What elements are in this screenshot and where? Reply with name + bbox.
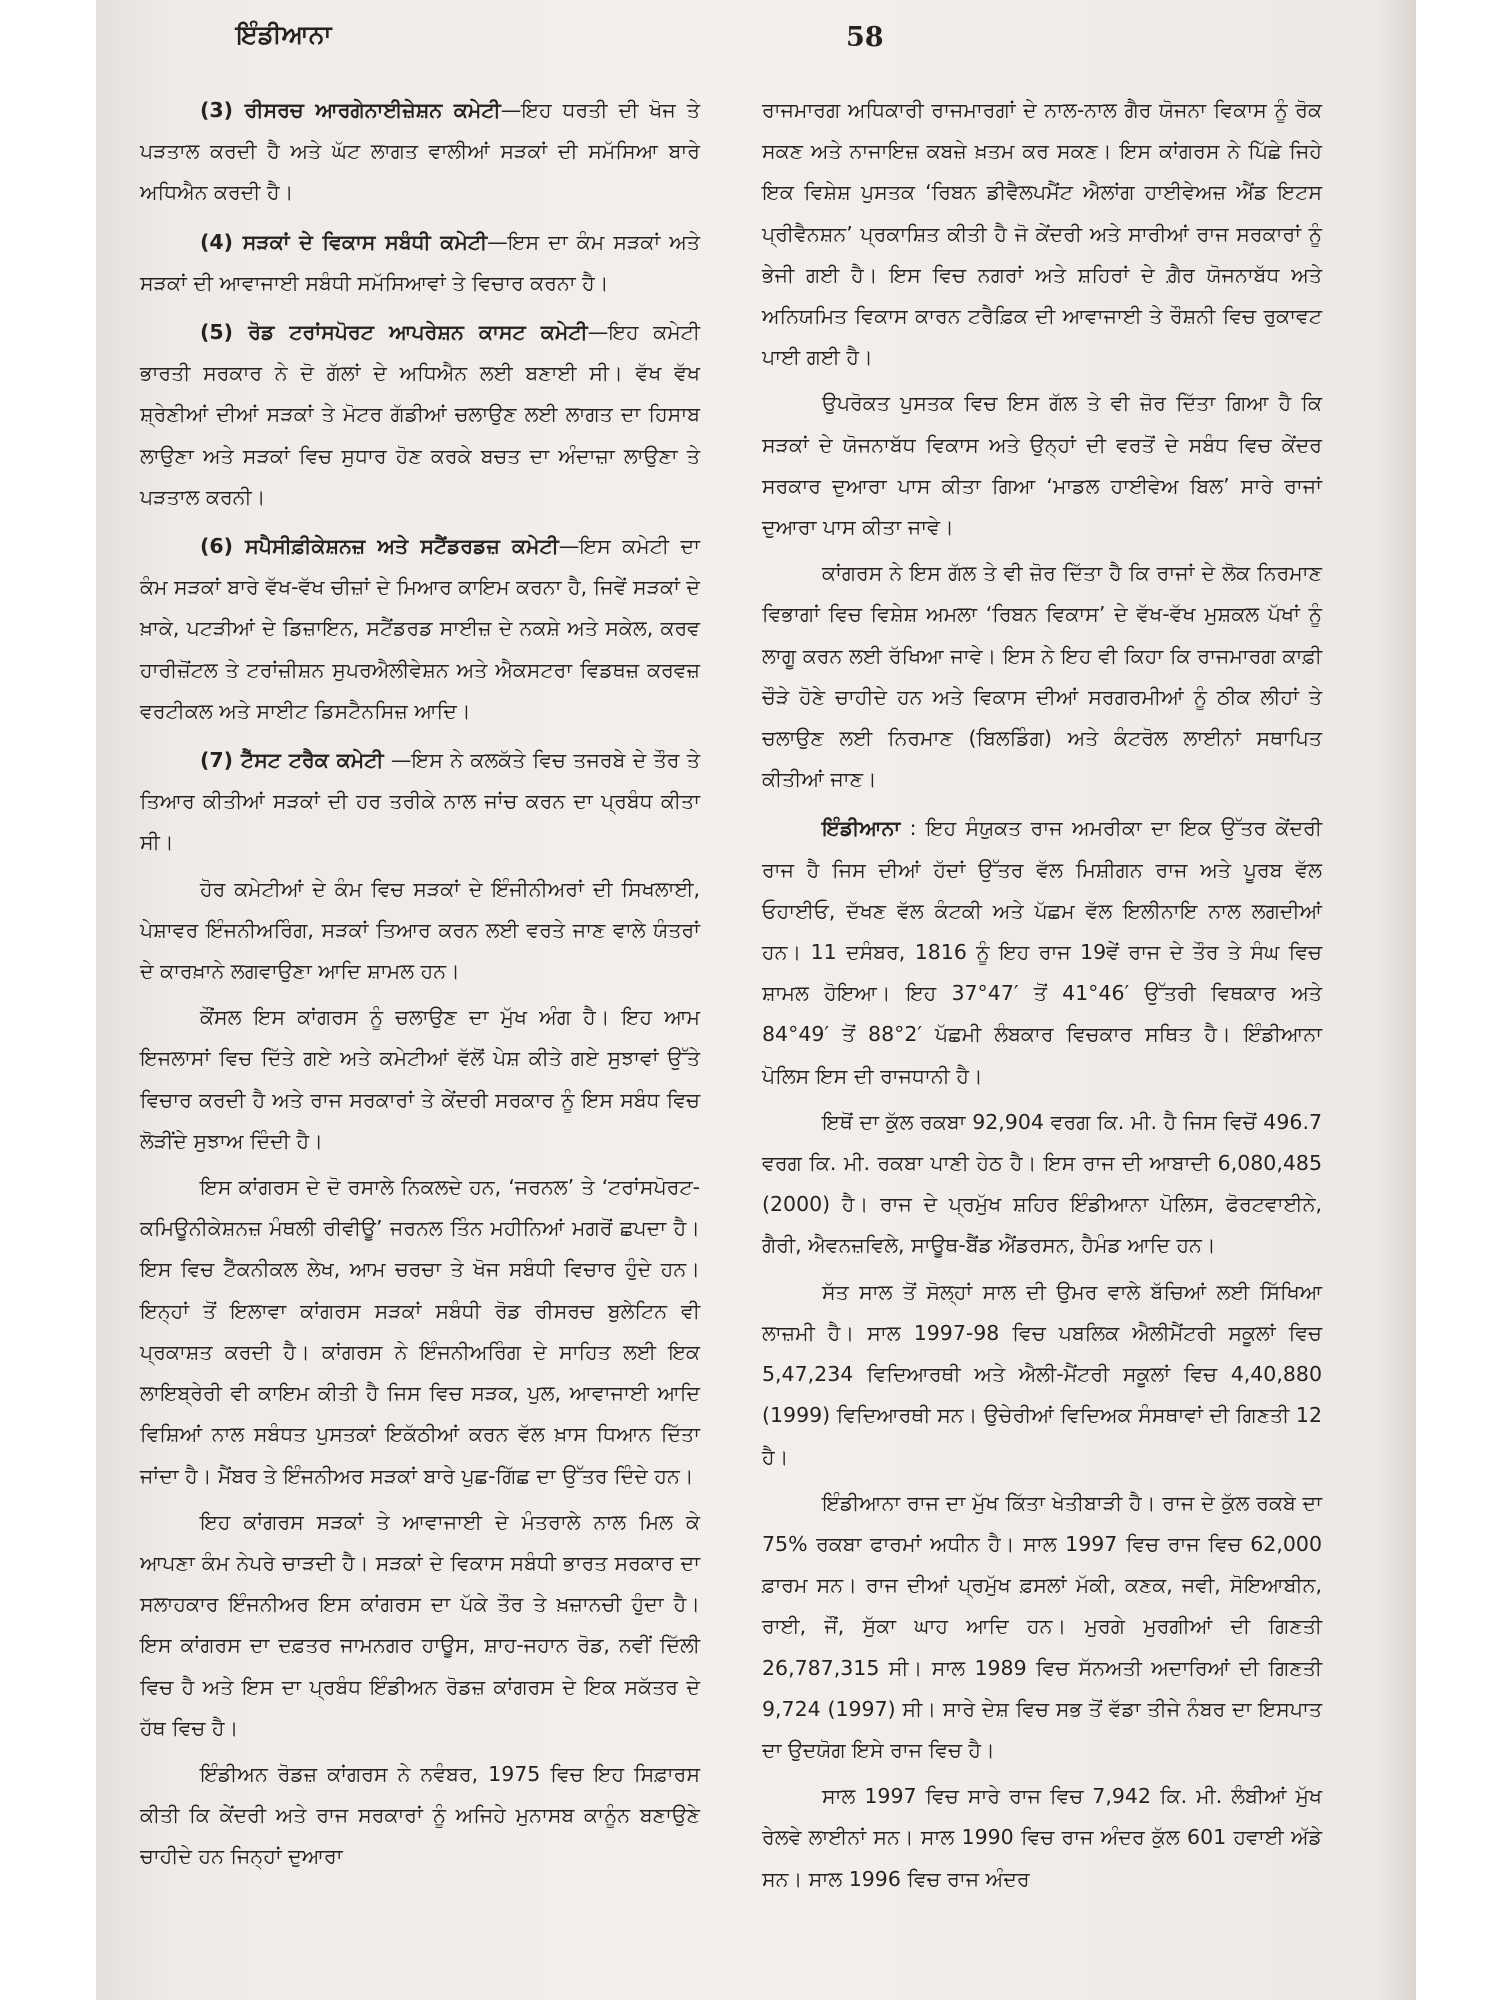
running-head: ਇੰਡੀਆਨਾ: [236, 20, 332, 49]
paragraph-text: ਇਹ ਕਾਂਗਰਸ ਸੜਕਾਂ ਤੇ ਆਵਾਜਾਈ ਦੇ ਮੰਤਰਾਲੇ ਨਾਲ ਮਿਲ ਕੇ ਆਪਣਾ ਕੰਮ ਨੇਪਰੇ ਚਾੜਦੀ ਹੈ। ਸੜਕਾਂ ਦੇ ਵਿਕਾਸ ਸਬੰਧੀ ਭਾਰਤ ਸਰਕਾਰ ਦਾ ਸਲਾਹਕਾਰ ਇੰਜਨੀਅਰ ਇਸ ਕਾਂਗਰਸ ਦਾ ਪੱਕੇ ਤੌਰ ਤੇ ਖ਼ਜ਼ਾਨਚੀ ਹੁੰਦਾ ਹੈ। ਇਸ ਕਾਂਗਰਸ ਦਾ ਦਫ਼ਤਰ ਜਾਮਨਗਰ ਹਾਊਸ, ਸ਼ਾਹ-ਜਹਾਨ ਰੋਡ, ਨਵੀਂ ਦਿੱਲੀ ਵਿਚ ਹੈ ਅਤੇ ਇਸ ਦਾ ਪ੍ਰਬੰਧ ਇੰਡੀਅਨ ਰੋਡਜ਼ ਕਾਂਗਰਸ ਦੇ ਇਕ ਸਕੱਤਰ ਦੇ ਹੱਥ ਵਿਚ ਹੈ।: [140, 1509, 700, 1740]
paragraph-text: —ਇਹ ਕਮੇਟੀ ਭਾਰਤੀ ਸਰਕਾਰ ਨੇ ਦੋ ਗੱਲਾਂ ਦੇ ਅਧਿਐਨ ਲਈ ਬਣਾਈ ਸੀ। ਵੱਖ ਵੱਖ ਸ਼੍ਰੇਣੀਆਂ ਦੀਆਂ ਸੜਕਾਂ ਤੇ ਮੋਟਰ ਗੱਡੀਆਂ ਚਲਾਉਣ ਲਈ ਲਾਗਤ ਦਾ ਹਿਸਾਬ ਲਾਉਣਾ ਅਤੇ ਸੜਕਾਂ ਵਿਚ ਸੁਧਾਰ ਹੋਣ ਕਰਕੇ ਬਚਤ ਦਾ ਅੰਦਾਜ਼ਾ ਲਾਉਣਾ ਤੇ ਪੜਤਾਲ ਕਰਨੀ।: [140, 320, 700, 509]
paragraph: [140, 1167, 700, 1497]
paragraph: [140, 90, 700, 214]
paragraph: [762, 1776, 1322, 1900]
paragraph: [140, 526, 700, 732]
paragraph-text: ਰਾਜਮਾਰਗ ਅਧਿਕਾਰੀ ਰਾਜਮਾਰਗਾਂ ਦੇ ਨਾਲ-ਨਾਲ ਗੈਰ ਯੋਜਨਾ ਵਿਕਾਸ ਨੂੰ ਰੋਕ ਸਕਣ ਅਤੇ ਨਾਜਾਇਜ਼ ਕਬਜ਼ੇ ਖ਼ਤਮ ਕਰ ਸਕਣ। ਇਸ ਕਾਂਗਰਸ ਨੇ ਪਿੱਛੇ ਜਿਹੇ ਇਕ ਵਿਸ਼ੇਸ਼ ਪੁਸਤਕ ‘ਰਿਬਨ ਡੀਵੈਲਪਮੈਂਟ ਐਲਾਂਗ ਹਾਈਵੇਅਜ਼ ਐਂਡ ਇਟਸ ਪ੍ਰੀਵੈਨਸ਼ਨ’ ਪ੍ਰਕਾਸ਼ਿਤ ਕੀਤੀ ਹੈ ਜੋ ਕੇਂਦਰੀ ਅਤੇ ਸਾਰੀਆਂ ਰਾਜ ਸਰਕਾਰਾਂ ਨੂੰ ਭੇਜੀ ਗਈ ਹੈ। ਇਸ ਵਿਚ ਨਗਰਾਂ ਅਤੇ ਸ਼ਹਿਰਾਂ ਦੇ ਗ਼ੈਰ ਯੋਜਨਾਬੱਧ ਅਤੇ ਅਨਿਯਮਿਤ ਵਿਕਾਸ ਕਾਰਨ ਟਰੈਫ਼ਿਕ ਦੀ ਆਵਾਜਾਈ ਤੇ ਰੌਸ਼ਨੀ ਵਿਚ ਰੁਕਾਵਟ ਪਾਈ ਗਈ ਹੈ।: [762, 98, 1322, 370]
paragraph: [762, 553, 1322, 800]
paragraph-text: : ਇਹ ਸੰਯੁਕਤ ਰਾਜ ਅਮਰੀਕਾ ਦਾ ਇਕ ਉੱਤਰ ਕੇਂਦਰੀ ਰਾਜ ਹੈ ਜਿਸ ਦੀਆਂ ਹੱਦਾਂ ਉੱਤਰ ਵੱਲ ਮਿਸ਼ੀਗਨ ਰਾਜ ਅਤੇ ਪੂਰਬ ਵੱਲ ਓਹਾਈਓ, ਦੱਖਣ ਵੱਲ ਕੰਟਕੀ ਅਤੇ ਪੱਛਮ ਵੱਲ ਇਲੀਨਾਇ ਨਾਲ ਲਗਦੀਆਂ ਹਨ। 11 ਦਸੰਬਰ, 1816 ਨੂੰ ਇਹ ਰਾਜ 19ਵੇਂ ਰਾਜ ਦੇ ਤੌਰ ਤੇ ਸੰਘ ਵਿਚ ਸ਼ਾਮਲ ਹੋਇਆ। ਇਹ 37°47′ ਤੋਂ 41°46′ ਉੱਤਰੀ ਵਿਥਕਾਰ ਅਤੇ 84°49′ ਤੋਂ 88°2′ ਪੱਛਮੀ ਲੰਬਕਾਰ ਵਿਚਕਾਰ ਸਥਿਤ ਹੈ। ਇੰਡੀਆਨਾ ਪੋਲਿਸ ਇਸ ਦੀ ਰਾਜਧਾਨੀ ਹੈ।: [762, 816, 1322, 1088]
paragraph-text: ਉਪਰੋਕਤ ਪੁਸਤਕ ਵਿਚ ਇਸ ਗੱਲ ਤੇ ਵੀ ਜ਼ੋਰ ਦਿੱਤਾ ਗਿਆ ਹੈ ਕਿ ਸੜਕਾਂ ਦੇ ਯੋਜਨਾਬੱਧ ਵਿਕਾਸ ਅਤੇ ਉਨ੍ਹਾਂ ਦੀ ਵਰਤੋਂ ਦੇ ਸਬੰਧ ਵਿਚ ਕੇਂਦਰ ਸਰਕਾਰ ਦੁਆਰਾ ਪਾਸ ਕੀਤਾ ਗਿਆ ‘ਮਾਡਲ ਹਾਈਵੇਅ ਬਿਲ’ ਸਾਰੇ ਰਾਜਾਂ ਦੁਆਰਾ ਪਾਸ ਕੀਤਾ ਜਾਵੇ।: [762, 391, 1322, 540]
paragraph-text: ਸੱਤ ਸਾਲ ਤੋਂ ਸੋਲ੍ਹਾਂ ਸਾਲ ਦੀ ਉਮਰ ਵਾਲੇ ਬੱਚਿਆਂ ਲਈ ਸਿੱਖਿਆ ਲਾਜ਼ਮੀ ਹੈ। ਸਾਲ 1997-98 ਵਿਚ ਪਬਲਿਕ ਐਲੀਮੈਂਟਰੀ ਸਕੂਲਾਂ ਵਿਚ 5,47,234 ਵਿਦਿਆਰਥੀ ਅਤੇ ਐਲੀ-ਮੈਂਟਰੀ ਸਕੂਲਾਂ ਵਿਚ 4,40,880 (1999) ਵਿਦਿਆਰਥੀ ਸਨ। ਉਚੇਰੀਆਂ ਵਿਦਿਅਕ ਸੰਸਥਾਵਾਂ ਦੀ ਗਿਣਤੀ 12 ਹੈ।: [762, 1279, 1322, 1469]
paragraph-text: ਇੰਡੀਅਨ ਰੋਡਜ਼ ਕਾਂਗਰਸ ਨੇ ਨਵੰਬਰ, 1975 ਵਿਚ ਇਹ ਸਿਫ਼ਾਰਸ ਕੀਤੀ ਕਿ ਕੇਂਦਰੀ ਅਤੇ ਰਾਜ ਸਰਕਾਰਾਂ ਨੂੰ ਅਜਿਹੇ ਮੁਨਾਸਬ ਕਾਨੂੰਨ ਬਣਾਉਣੇ ਚਾਹੀਦੇ ਹਨ ਜਿਨ੍ਹਾਂ ਦੁਆਰਾ: [140, 1761, 700, 1869]
paragraph-text: —ਇਹ ਧਰਤੀ ਦੀ ਖੋਜ ਤੇ ਪੜਤਾਲ ਕਰਦੀ ਹੈ ਅਤੇ ਘੱਟ ਲਾਗਤ ਵਾਲੀਆਂ ਸੜਕਾਂ ਦੀ ਸਮੱਸਿਆ ਬਾਰੇ ਅਧਿਐਨ ਕਰਦੀ ਹੈ।: [140, 98, 700, 205]
paragraph: [762, 1102, 1322, 1267]
committee-heading: (5) ਰੋਡ ਟਰਾਂਸਪੋਰਟ ਆਪਰੇਸ਼ਨ ਕਾਸਟ ਕਮੇਟੀ: [200, 320, 588, 345]
paragraph: [762, 808, 1322, 1096]
paragraph: [140, 740, 700, 864]
paragraph-text: —ਇਸ ਨੇ ਕਲਕੱਤੇ ਵਿਚ ਤਜਰਬੇ ਦੇ ਤੌਰ ਤੇ ਤਿਆਰ ਕੀਤੀਆਂ ਸੜਕਾਂ ਦੀ ਹਰ ਤਰੀਕੇ ਨਾਲ ਜਾਂਚ ਕਰਨ ਦਾ ਪ੍ਰਬੰਧ ਕੀਤਾ ਸੀ।: [140, 748, 700, 855]
committee-heading: (6) ਸਪੈਸੀਫ਼ੀਕੇਸ਼ਨਜ਼ ਅਤੇ ਸਟੈਂਡਰਡਜ਼ ਕਮੇਟੀ: [200, 534, 559, 559]
right-column: [762, 90, 1322, 1905]
paragraph: [762, 383, 1322, 548]
paragraph: [762, 1483, 1322, 1771]
paragraph: [140, 222, 700, 304]
paragraph: [140, 869, 700, 993]
paragraph-text: ਕਾਂਗਰਸ ਨੇ ਇਸ ਗੱਲ ਤੇ ਵੀ ਜ਼ੋਰ ਦਿੱਤਾ ਹੈ ਕਿ ਰਾਜਾਂ ਦੇ ਲੋਕ ਨਿਰਮਾਣ ਵਿਭਾਗਾਂ ਵਿਚ ਵਿਸ਼ੇਸ਼ ਅਮਲਾ ‘ਰਿਬਨ ਵਿਕਾਸ’ ਦੇ ਵੱਖ-ਵੱਖ ਮੁਸ਼ਕਲ ਪੱਖਾਂ ਨੂੰ ਲਾਗੂ ਕਰਨ ਲਈ ਰੱਖਿਆ ਜਾਵੇ। ਇਸ ਨੇ ਇਹ ਵੀ ਕਿਹਾ ਕਿ ਰਾਜਮਾਰਗ ਕਾਫ਼ੀ ਚੌੜੇ ਹੋਣੇ ਚਾਹੀਦੇ ਹਨ ਅਤੇ ਵਿਕਾਸ ਦੀਆਂ ਸਰਗਰਮੀਆਂ ਨੂੰ ਠੀਕ ਲੀਹਾਂ ਤੇ ਚਲਾਉਣ ਲਈ ਨਿਰਮਾਣ (ਬਿਲਡਿੰਗ) ਅਤੇ ਕੰਟਰੋਲ ਲਾਈਨਾਂ ਸਥਾਪਿਤ ਕੀਤੀਆਂ ਜਾਣ।: [762, 561, 1322, 792]
paragraph: [762, 90, 1322, 378]
paragraph-text: ਕੌਂਸਲ ਇਸ ਕਾਂਗਰਸ ਨੂੰ ਚਲਾਉਣ ਦਾ ਮੁੱਖ ਅੰਗ ਹੈ। ਇਹ ਆਮ ਇਜਲਾਸਾਂ ਵਿਚ ਦਿੱਤੇ ਗਏ ਅਤੇ ਕਮੇਟੀਆਂ ਵੱਲੋਂ ਪੇਸ਼ ਕੀਤੇ ਗਏ ਸੁਝਾਵਾਂ ਉੱਤੇ ਵਿਚਾਰ ਕਰਦੀ ਹੈ ਅਤੇ ਰਾਜ ਸਰਕਾਰਾਂ ਤੇ ਕੇਂਦਰੀ ਸਰਕਾਰ ਨੂੰ ਇਸ ਸਬੰਧ ਵਿਚ ਲੋੜੀਂਦੇ ਸੁਝਾਅ ਦਿੰਦੀ ਹੈ।: [140, 1005, 700, 1153]
paragraph: [140, 1754, 700, 1878]
committee-heading: (3) ਰੀਸਰਚ ਆਰਗੇਨਾਈਜ਼ੇਸ਼ਨ ਕਮੇਟੀ: [200, 98, 501, 122]
paragraph: [140, 312, 700, 518]
paragraph-text: ਹੋਰ ਕਮੇਟੀਆਂ ਦੇ ਕੰਮ ਵਿਚ ਸੜਕਾਂ ਦੇ ਇੰਜੀਨੀਅਰਾਂ ਦੀ ਸਿਖਲਾਈ, ਪੇਸ਼ਾਵਰ ਇੰਜਨੀਅਰਿੰਗ, ਸੜਕਾਂ ਤਿਆਰ ਕਰਨ ਲਈ ਵਰਤੇ ਜਾਣ ਵਾਲੇ ਯੰਤਰਾਂ ਦੇ ਕਾਰਖ਼ਾਨੇ ਲਗਵਾਉਣਾ ਆਦਿ ਸ਼ਾਮਲ ਹਨ।: [140, 876, 700, 984]
committee-heading: (7) ਟੈੱਸਟ ਟਰੈਕ ਕਮੇਟੀ: [200, 748, 384, 773]
entry-heading: ਇੰਡੀਆਨਾ: [822, 816, 901, 841]
paragraph-text: ਇਥੋਂ ਦਾ ਕੁੱਲ ਰਕਬਾ 92,904 ਵਰਗ ਕਿ. ਮੀ. ਹੈ ਜਿਸ ਵਿਚੋਂ 496.7 ਵਰਗ ਕਿ. ਮੀ. ਰਕਬਾ ਪਾਣੀ ਹੇਠ ਹੈ। ਇਸ ਰਾਜ ਦੀ ਆਬਾਦੀ 6,080,485 (2000) ਹੈ। ਰਾਜ ਦੇ ਪ੍ਰਮੁੱਖ ਸ਼ਹਿਰ ਇੰਡੀਆਨਾ ਪੋਲਿਸ, ਫੋਰਟਵਾਈਨੇ, ਗੈਰੀ, ਐਵਨਜ਼ਵਿਲੇ, ਸਾਊਥ-ਬੈਂਡ ਐਂਡਰਸਨ, ਹੈਮੰਡ ਆਦਿ ਹਨ।: [762, 1109, 1322, 1258]
paragraph: [140, 1502, 700, 1749]
paragraph-text: —ਇਸ ਕਮੇਟੀ ਦਾ ਕੰਮ ਸੜਕਾਂ ਬਾਰੇ ਵੱਖ-ਵੱਖ ਚੀਜ਼ਾਂ ਦੇ ਮਿਆਰ ਕਾਇਮ ਕਰਨਾ ਹੈ, ਜਿਵੇਂ ਸੜਕਾਂ ਦੇ ਖ਼ਾਕੇ, ਪਟੜੀਆਂ ਦੇ ਡਿਜ਼ਾਇਨ, ਸਟੈਂਡਰਡ ਸਾਈਜ਼ ਦੇ ਨਕਸ਼ੇ ਅਤੇ ਸਕੇਲ, ਕਰਵ ਹਾਰੀਜ਼ੋਂਟਲ ਤੇ ਟਰਾਂਜ਼ੀਸ਼ਨ ਸੁਪਰਐਲੀਵੇਸ਼ਨ ਅਤੇ ਐਕਸਟਰਾ ਵਿਡਥਜ਼ ਕਰਵਜ਼ ਵਰਟੀਕਲ ਅਤੇ ਸਾਈਟ ਡਿਸਟੈਨਸਿਜ਼ ਆਦਿ।: [140, 534, 700, 723]
page-number: 58: [846, 22, 884, 53]
paragraph-text: ਇਸ ਕਾਂਗਰਸ ਦੇ ਦੋ ਰਸਾਲੇ ਨਿਕਲਦੇ ਹਨ, ‘ਜਰਨਲ’ ਤੇ ‘ਟਰਾਂਸਪੋਰਟ-ਕਮਿਊਨੀਕੇਸ਼ਨਜ਼ ਮੰਥਲੀ ਰੀਵੀਊ’ ਜਰਨਲ ਤਿੰਨ ਮਹੀਨਿਆਂ ਮਗਰੋਂ ਛਪਦਾ ਹੈ। ਇਸ ਵਿਚ ਟੈੱਕਨੀਕਲ ਲੇਖ, ਆਮ ਚਰਚਾ ਤੇ ਖੋਜ ਸਬੰਧੀ ਵਿਚਾਰ ਹੁੰਦੇ ਹਨ। ਇਨ੍ਹਾਂ ਤੋਂ ਇਲਾਵਾ ਕਾਂਗਰਸ ਸੜਕਾਂ ਸਬੰਧੀ ਰੋਡ ਰੀਸਰਚ ਬੁਲੇਟਿਨ ਵੀ ਪ੍ਰਕਾਸ਼ਤ ਕਰਦੀ ਹੈ। ਕਾਂਗਰਸ ਨੇ ਇੰਜਨੀਅਰਿੰਗ ਦੇ ਸਾਹਿਤ ਲਈ ਇਕ ਲਾਇਬ੍ਰੇਰੀ ਵੀ ਕਾਇਮ ਕੀਤੀ ਹੈ ਜਿਸ ਵਿਚ ਸੜਕ, ਪੁਲ, ਆਵਾਜਾਈ ਆਦਿ ਵਿਸ਼ਿਆਂ ਨਾਲ ਸਬੰਧਤ ਪੁਸਤਕਾਂ ਇਕੱਠੀਆਂ ਕਰਨ ਵੱਲ ਖ਼ਾਸ ਧਿਆਨ ਦਿੱਤਾ ਜਾਂਦਾ ਹੈ। ਮੈਂਬਰ ਤੇ ਇੰਜਨੀਅਰ ਸੜਕਾਂ ਬਾਰੇ ਪੁਛ-ਗਿੱਛ ਦਾ ਉੱਤਰ ਦਿੰਦੇ ਹਨ।: [140, 1175, 700, 1488]
paragraph-text: ਇੰਡੀਆਨਾ ਰਾਜ ਦਾ ਮੁੱਖ ਕਿੱਤਾ ਖੇਤੀਬਾੜੀ ਹੈ। ਰਾਜ ਦੇ ਕੁੱਲ ਰਕਬੇ ਦਾ 75% ਰਕਬਾ ਫਾਰਮਾਂ ਅਧੀਨ ਹੈ। ਸਾਲ 1997 ਵਿਚ ਰਾਜ ਵਿਚ 62,000 ਫ਼ਾਰਮ ਸਨ। ਰਾਜ ਦੀਆਂ ਪ੍ਰਮੁੱਖ ਫ਼ਸਲਾਂ ਮੱਕੀ, ਕਣਕ, ਜਵੀ, ਸੋਇਆਬੀਨ, ਰਾਈ, ਜੌਂ, ਸੁੱਕਾ ਘਾਹ ਆਦਿ ਹਨ। ਮੁਰਗੇ ਮੁਰਗੀਆਂ ਦੀ ਗਿਣਤੀ 26,787,315 ਸੀ। ਸਾਲ 1989 ਵਿਚ ਸੱਨਅਤੀ ਅਦਾਰਿਆਂ ਦੀ ਗਿਣਤੀ 9,724 (1997) ਸੀ। ਸਾਰੇ ਦੇਸ਼ ਵਿਚ ਸਭ ਤੋਂ ਵੱਡਾ ਤੀਜੇ ਨੰਬਰ ਦਾ ਇਸਪਾਤ ਦਾ ਉਦਯੋਗ ਇਸੇ ਰਾਜ ਵਿਚ ਹੈ।: [762, 1490, 1322, 1762]
paragraph: [140, 997, 700, 1162]
committee-heading: (4) ਸੜਕਾਂ ਦੇ ਵਿਕਾਸ ਸਬੰਧੀ ਕਮੇਟੀ: [200, 229, 488, 254]
paragraph-text: —ਇਸ ਦਾ ਕੰਮ ਸੜਕਾਂ ਅਤੇ ਸੜਕਾਂ ਦੀ ਆਵਾਜਾਈ ਸਬੰਧੀ ਸਮੱਸਿਆਵਾਂ ਤੇ ਵਿਚਾਰ ਕਰਨਾ ਹੈ।: [140, 229, 700, 295]
paragraph: [762, 1272, 1322, 1478]
paragraph-text: ਸਾਲ 1997 ਵਿਚ ਸਾਰੇ ਰਾਜ ਵਿਚ 7,942 ਕਿ. ਮੀ. ਲੰਬੀਆਂ ਮੁੱਖ ਰੇਲਵੇ ਲਾਈਨਾਂ ਸਨ। ਸਾਲ 1990 ਵਿਚ ਰਾਜ ਅੰਦਰ ਕੁੱਲ 601 ਹਵਾਈ ਅੱਡੇ ਸਨ। ਸਾਲ 1996 ਵਿਚ ਰਾਜ ਅੰਦਰ: [762, 1784, 1322, 1891]
left-column: [140, 90, 700, 1883]
